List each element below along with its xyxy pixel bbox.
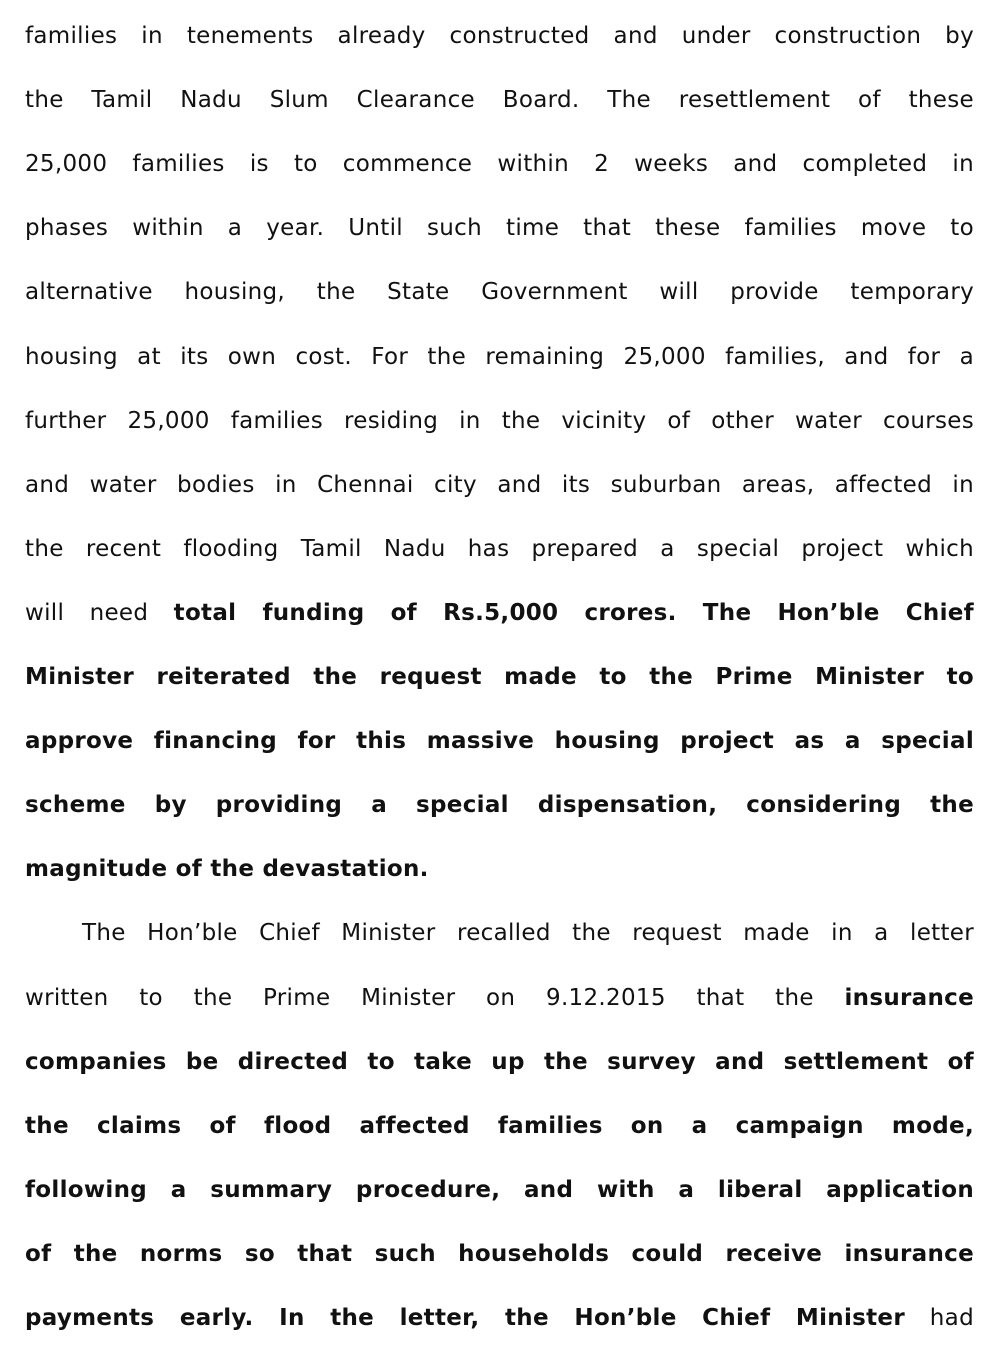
text: the recent flooding Tamil Nadu has prepared a special project which bbox=[25, 535, 974, 562]
text: phases within a year. Until such time that these families move to bbox=[25, 215, 974, 242]
bold-text: total funding of Rs.5,000 crores. The Hon’ble Chief bbox=[173, 599, 974, 626]
text: The Hon’ble Chief Minister recalled the request made in a letter bbox=[82, 920, 974, 947]
text-line bbox=[25, 721, 974, 761]
text: alternative housing, the State Government will provide temporary bbox=[25, 279, 974, 306]
bold-text: Minister reiterated the request made to the Prime Minister to bbox=[25, 664, 974, 690]
text-line bbox=[25, 978, 974, 1018]
text-line bbox=[25, 401, 974, 441]
text: will need bbox=[25, 599, 174, 626]
bold-text: of the norms so that such households could receive insurance bbox=[25, 1240, 974, 1267]
text: families in tenements already constructed and under construction by bbox=[25, 23, 974, 49]
text-line bbox=[25, 16, 974, 56]
text-line bbox=[25, 657, 974, 697]
bold-text: following a summary procedure, and with a liberal application bbox=[25, 1176, 974, 1203]
text-line bbox=[25, 849, 974, 889]
text: the Tamil Nadu Slum Clearance Board. The resettlement of these bbox=[25, 87, 974, 114]
text-line bbox=[25, 1106, 974, 1146]
text-line bbox=[25, 785, 974, 825]
text-line bbox=[25, 1042, 974, 1082]
text-line bbox=[25, 208, 974, 248]
text: written to the Prime Minister on 9.12.2015 that the bbox=[25, 984, 845, 1011]
bold-text: magnitude of the devastation. bbox=[25, 856, 429, 883]
text-line bbox=[25, 1170, 974, 1210]
text-line bbox=[25, 913, 974, 953]
bold-text: payments early. In the letter, the Hon’ble Chief Minister bbox=[25, 1305, 905, 1331]
text: further 25,000 families residing in the vicinity of other water courses bbox=[25, 407, 974, 434]
text: and water bodies in Chennai city and its suburban areas, affected in bbox=[25, 471, 974, 498]
text-line bbox=[25, 272, 974, 312]
text-line bbox=[25, 465, 974, 505]
bold-text: insurance bbox=[844, 984, 974, 1011]
text-line bbox=[25, 144, 974, 184]
text-line bbox=[25, 1298, 974, 1338]
bold-text: the claims of flood affected families on a campaign mode, bbox=[25, 1112, 974, 1139]
bold-text: approve financing for this massive housing project as a special bbox=[25, 728, 974, 755]
text-line bbox=[25, 80, 974, 120]
text-line bbox=[25, 529, 974, 569]
text: 25,000 families is to commence within 2 weeks and completed in bbox=[25, 151, 974, 178]
bold-text: scheme by providing a special dispensation, considering the bbox=[25, 792, 974, 819]
text: housing at its own cost. For the remaining 25,000 families, and for a bbox=[25, 343, 974, 370]
text: had bbox=[904, 1305, 974, 1331]
bold-text: companies be directed to take up the survey and settlement of bbox=[25, 1048, 974, 1075]
text-line bbox=[25, 337, 974, 377]
text-line bbox=[25, 1234, 974, 1274]
text-line bbox=[25, 593, 974, 633]
